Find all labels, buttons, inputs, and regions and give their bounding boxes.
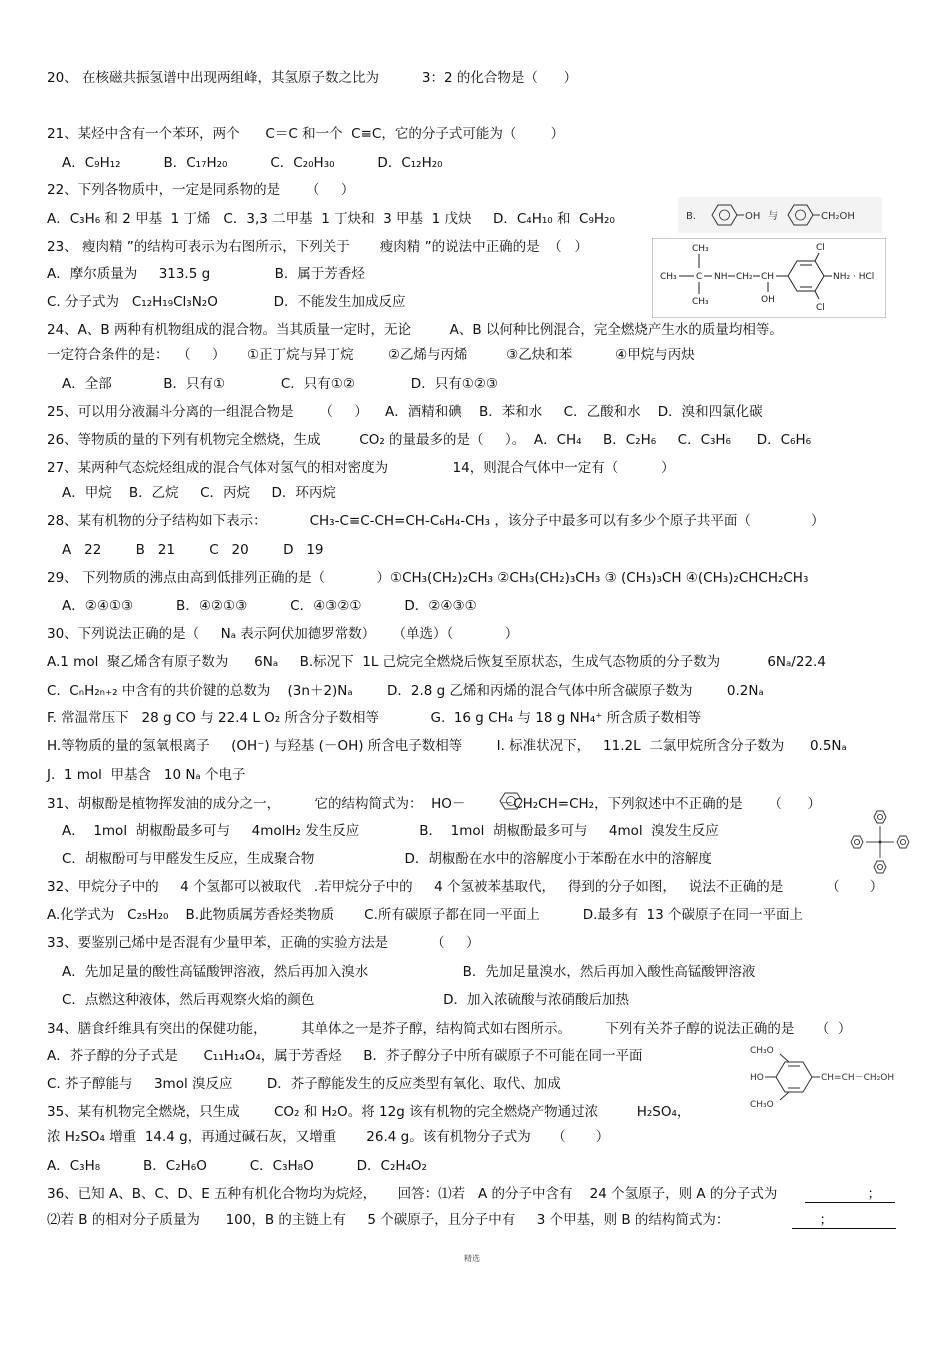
q22-fig-right-group: CH₂OH <box>821 211 855 222</box>
q35-stem-1: 35、某有机物完全燃烧，只生成 CO₂ 和 H₂O。将 12g 该有机物的完全燃烧产物通过浓 H₂SO₄， <box>47 1104 691 1120</box>
q24-stem: 24、A、B 两种有机物组成的混合物。当其质量一定时，无论 A、B 以何种比例混合，完全燃烧产生水的质量均相等。 <box>47 322 783 338</box>
q33-options-cd: C．点燃这种液体，然后再观察火焰的颜色 D．加入浓硫酸与浓硝酸后加热 <box>62 992 630 1008</box>
q27-options: A．甲烷 B．乙烷 C．丙烷 D．环丙烷 <box>62 485 336 501</box>
q22-structure-figure <box>678 197 882 233</box>
q34-options-cd: C. 芥子醇能与 3mol 溴反应 D．芥子醇能发生的反应类型有氧化、取代、加成 <box>47 1076 561 1092</box>
fig23-oh: OH <box>761 295 775 305</box>
q22-fig-connector: 与 <box>768 211 778 222</box>
q35-stem-2: 浓 H₂SO₄ 增重 14.4 g，再通过碱石灰，又增重 26.4 g。该有机物分子式为 （ ） <box>47 1129 610 1145</box>
q22-fig-prefix: B. <box>686 211 697 222</box>
q35-options: A．C₃H₈ B．C₂H₆O C．C₃H₈O D．C₂H₄O₂ <box>47 1158 427 1174</box>
q24-options: A．全部 B．只有① C．只有①② D．只有①②③ <box>62 376 499 392</box>
q30-option-fg: F. 常温常压下 28 g CO 与 22.4 L O₂ 所含分子数相等 G. 16 g CH₄ 与 18 g NH₄⁺ 所含质子数相等 <box>47 710 702 726</box>
q30-stem: 30、下列说法正确的是（ Nₐ 表示阿伏加德罗常数） （单选）（ ） <box>47 626 519 642</box>
q22-options: A．C₃H₆ 和 2 甲基 1 丁烯 C．3,3 二甲基 1 丁炔和 3 甲基 1 戊炔 D．C₄H₁₀ 和 C₉H₂₀ <box>47 211 615 227</box>
q31-options-cd: C．胡椒酚可与甲醛发生反应，生成聚合物 D．胡椒酚在水中的溶解度小于苯酚在水中的溶解度 <box>62 851 712 867</box>
fig34-bottom-och3: CH₃O <box>750 1100 774 1110</box>
fig23-nh: NH <box>714 272 728 282</box>
svg-text:C: C <box>696 272 703 282</box>
q31-options-ab: A． 1mol 胡椒酚最多可与 4molH₂ 发生反应 B． 1mol 胡椒酚最多可与 4mol 溴发生反应 <box>62 823 719 839</box>
q23-stem: 23、 瘦肉精 ”的结构可表示为右图所示，下列关于 瘦肉精 ”的说法中正确的是 （ ） <box>47 239 589 255</box>
q36-answer-blank-2[interactable] <box>792 1228 896 1229</box>
q29-stem: 29、 下列物质的沸点由高到低排列正确的是（ ）①CH₃(CH₂)₂CH₃ ②CH₃(CH₂)₃CH₃ ③ (CH₃)₃CH ④(CH₃)₂CHCH₂CH₃ <box>47 570 809 586</box>
tetraphenylmethane-figure <box>842 804 918 880</box>
q33-stem: 33、要鉴别己烯中是否混有少量甲苯，正确的实验方法是 （ ） <box>47 935 480 951</box>
q21-options: A．C₉H₁₂ B．C₁₇H₂₀ C．C₂₀H₃₀ D．C₁₂H₂₀ <box>62 155 443 171</box>
fig23-ch2: CH₂ <box>736 272 753 282</box>
fig23-cl-bottom: Cl <box>816 303 825 313</box>
q23-options-ab: A．摩尔质量为 313.5 g B．属于芳香烃 <box>47 266 365 282</box>
fig34-top-och3: CH₃O <box>750 1046 774 1056</box>
q33-options-ab: A．先加足量的酸性高锰酸钾溶液，然后再加入溴水 B．先加足量溴水，然后再加入酸性高锰酸钾溶液 <box>62 964 756 980</box>
q36-answer-blank-1[interactable] <box>805 1202 895 1203</box>
q36-part-1: 36、已知 A、B、C、D、E 五种有机化合物均为烷烃， 回答：⑴若 A 的分子中含有 24 个氢原子，则 A 的分子式为 ； <box>47 1186 882 1202</box>
fig23-ch3-bottom: CH₃ <box>692 297 709 307</box>
q22-fig-left-group: OH <box>745 211 761 222</box>
q23-options-cd: C. 分子式为 C₁₂H₁₉Cl₃N₂O D．不能发生加成反应 <box>47 294 406 310</box>
fig23-nh2-hcl: NH₂ · HCl <box>833 272 875 282</box>
q30-option-ab: A.1 mol 聚乙烯含有原子数为 6Nₐ B.标况下 1L 己烷完全燃烧后恢复至原状态，生成气态物质的分子数为 6Nₐ/22.4 <box>47 654 826 670</box>
q31-stem: 31、胡椒酚是植物挥发油的成分之一， 它的结构简式为： HO－ －CH₂CH=CH₂，下列叙述中不正确的是 （ ） <box>47 796 822 812</box>
q28-options: A 22 B 21 C 20 D 19 <box>62 542 324 558</box>
fig23-ch3-left: CH₃ <box>660 272 677 282</box>
q30-option-hi: H.等物质的量的氢氧根离子 (OH⁻) 与羟基 (－OH) 所含电子数相等 I. 标准状况下， 11.2L 二氯甲烷所含分子数为 0.5Nₐ <box>47 738 847 754</box>
q36-part-2: ⑵若 B 的相对分子质量为 100，B 的主链上有 5 个碳原子，且分子中有 3 个甲基，则 B 的结构简式为： ； <box>47 1212 834 1228</box>
q22-stem: 22、下列各物质中，一定是同系物的是 （ ） <box>47 182 355 198</box>
q21-stem: 21、某烃中含有一个苯环，两个 C＝C 和一个 C≡C，它的分子式可能为（ ） <box>47 126 565 142</box>
q24-choices: 一定符合条件的是： （ ） ①正丁烷与异丁烷 ②乙烯与丙烯 ③乙炔和苯 ④甲烷与丙炔 <box>47 347 695 363</box>
q30-option-cd: C. CₙH₂ₙ₊₂ 中含有的共价键的总数为 (3n＋2)Nₐ D．2.8 g 乙烯和丙烯的混合气体中所含碳原子数为 0.2Nₐ <box>47 683 764 699</box>
fig23-cl-top: Cl <box>816 243 825 253</box>
q27-stem: 27、某两种气态烷烃组成的混合气体对氢气的相对密度为 14，则混合气体中一定有（ ） <box>47 460 675 476</box>
fig34-chain: CH=CH－CH₂OH <box>821 1073 895 1083</box>
q20-stem: 20、 在核磁共振氢谱中出现两组峰，其氢原子数之比为 3：2 的化合物是（ ） <box>47 70 578 86</box>
page-footer: 精选 <box>464 1254 480 1263</box>
q30-option-j: J. 1 mol 甲基含 10 Nₐ 个电子 <box>47 767 246 783</box>
q29-options: A．②④①③ B．④②①③ C．④③②① D．②④③① <box>62 598 477 614</box>
sinapyl-alcohol-structure-figure <box>744 1042 906 1112</box>
q28-stem: 28、某有机物的分子结构如下表示： CH₃-C≡C-CH=CH-C₆H₄-CH₃ ，该分子中最多可以有多少个原子共平面（ ） <box>47 513 825 529</box>
q32-stem: 32、甲烷分子中的 4 个氢都可以被取代 .若甲烷分子中的 4 个氢被苯基取代， 得到的分子如图， 说法不正确的是 （ ） <box>47 879 884 895</box>
q34-options-ab: A．芥子醇的分子式是 C₁₁H₁₄O₄，属于芳香烃 B．芥子醇分子中所有碳原子不可能在同一平面 <box>47 1048 643 1064</box>
phenol-ring-inline-figure <box>498 791 524 811</box>
fig23-ch3-top: CH₃ <box>692 244 709 254</box>
q32-options: A.化学式为 C₂₅H₂₀ B.此物质属芳香烃类物质 C.所有碳原子都在同一平面上 D.最多有 13 个碳原子在同一平面上 <box>47 907 804 923</box>
fig34-ho: HO <box>750 1073 764 1083</box>
q26-stem: 26、等物质的量的下列有机物完全燃烧，生成 CO₂ 的量最多的是（ ）。 A．CH₄ B．C₂H₆ C．C₃H₆ D．C₆H₆ <box>47 432 812 448</box>
clenbuterol-structure-figure <box>652 238 886 318</box>
q25-stem: 25、可以用分液漏斗分离的一组混合物是 （ ） A．酒精和碘 B．苯和水 C．乙酸和水 D．溴和四氯化碳 <box>47 404 763 420</box>
q34-stem: 34、膳食纤维具有突出的保健功能， 其单体之一是芥子醇，结构简式如右图所示。 下列有关芥子醇的说法正确的是 （ ） <box>47 1021 852 1037</box>
fig23-ch: CH <box>761 272 775 282</box>
